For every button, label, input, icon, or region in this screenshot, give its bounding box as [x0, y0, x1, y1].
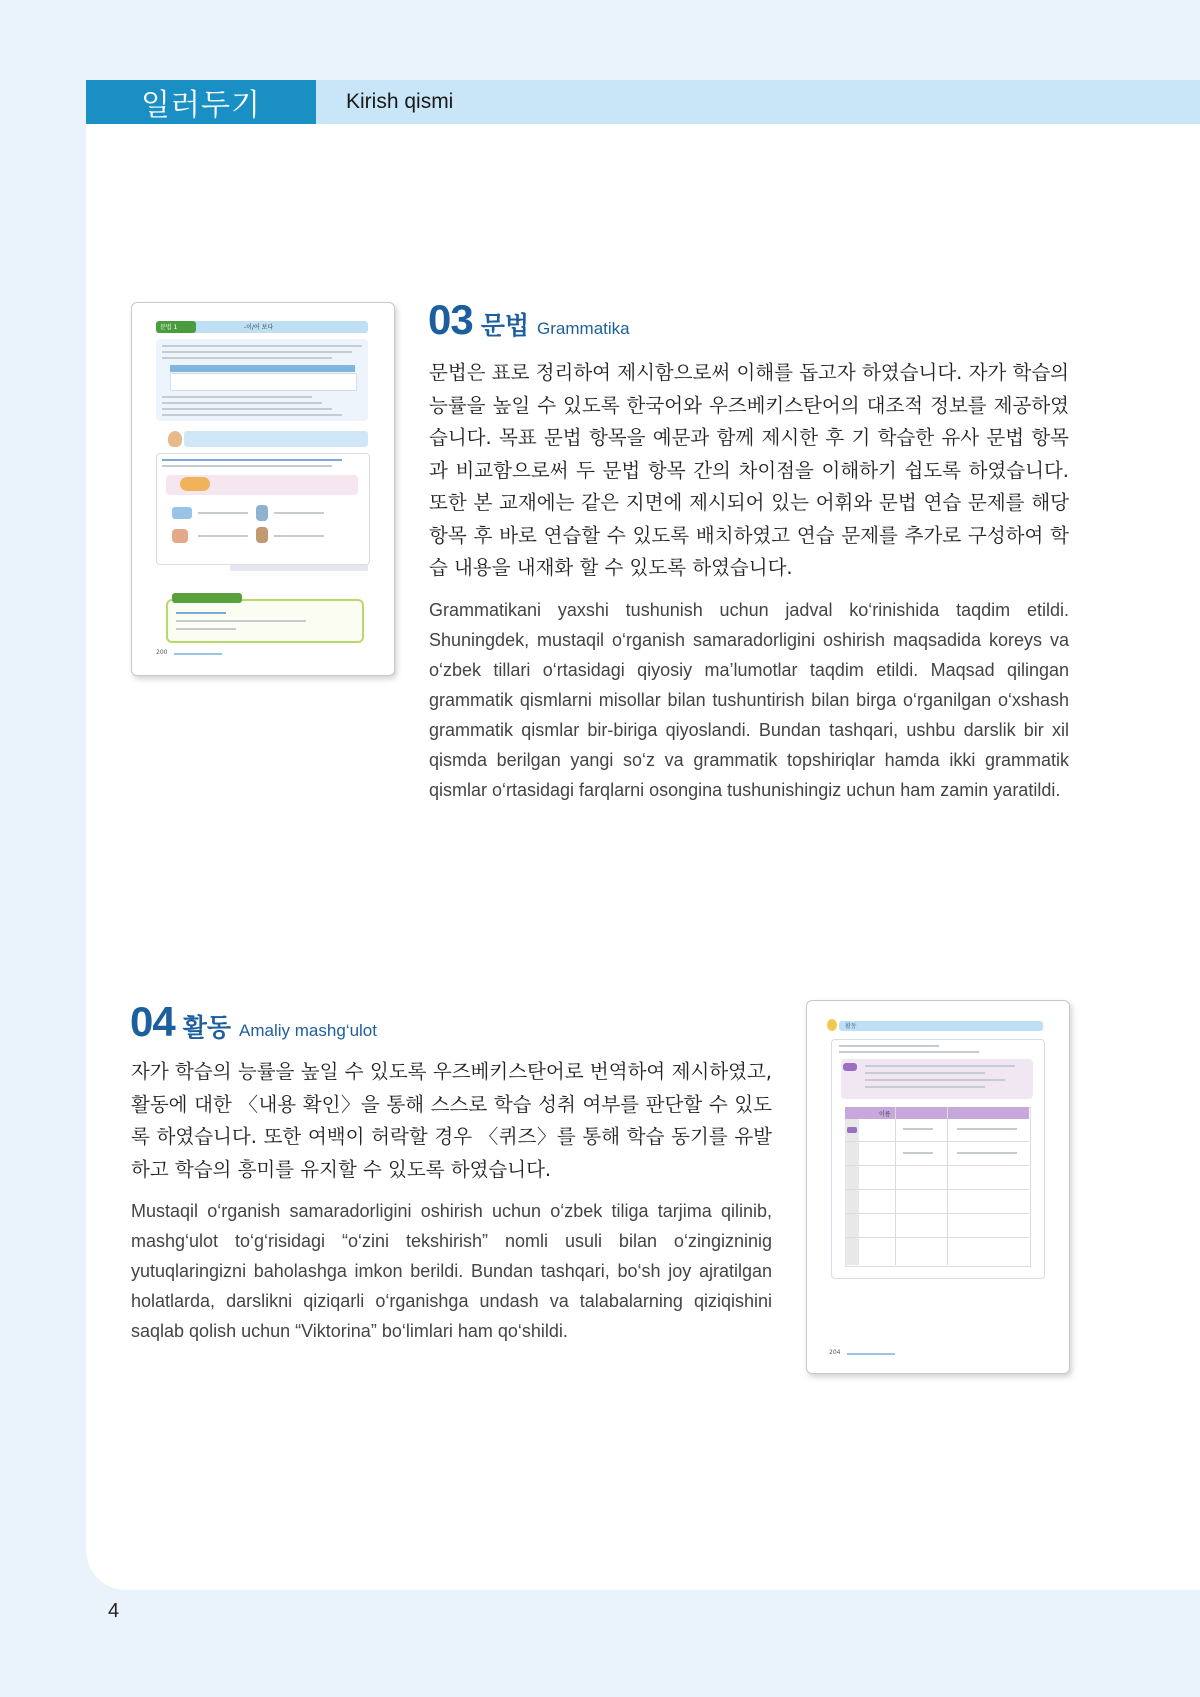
section-04-number: 04	[130, 998, 175, 1045]
thumb-page-number: 200	[156, 649, 168, 656]
section-03-title-ko: 문법	[480, 311, 530, 340]
header-subtitle: Kirish qismi	[346, 90, 454, 113]
thumb-heading: -이/어 보다	[244, 324, 274, 331]
section-04-text-uz: Mustaqil o‘rganish samaradorligini oshirish uchun o‘zbek tiliga tarjima qilinib, mashg‘ulot to‘g‘risidagi “o‘zini tekshirish” nomli usuli bilan o‘zingizninig yutuqlaringizni baholashga imkon berildi. Bundan tashqari, bo‘sh joy ajratilgan holatlarda, darslikni qiziqarli o‘rganishga undash va talabalarning qiziqishini saqlab qolish uchun “Viktorina” bo‘limlari ham qo‘shildi.	[131, 1201, 772, 1341]
section-04-heading	[130, 998, 377, 1046]
thumb-table	[845, 1107, 1031, 1267]
section-04-text-ko: 자가 학습의 능률을 높일 수 있도록 우즈베키스탄어로 번역하여 제시하였고, 활동에 대한 〈내용 확인〉을 통해 스스로 학습 성취 여부를 판단할 수 있도록 하였습니다. 또한 여백이 허락할 경우 〈퀴즈〉를 통해 학습 동기를 유발하고 학습의 흥미를 유지할 수 있도록 하였습니다.	[131, 1060, 772, 1181]
section-04-title-ko: 활동	[182, 1013, 232, 1042]
thumb-character-icon	[168, 431, 182, 447]
thumb-activity-badge: 활동	[845, 1023, 857, 1030]
section-03-heading	[428, 296, 630, 344]
thumb-activity-icon	[827, 1019, 837, 1031]
section-03-text-ko: 문법은 표로 정리하여 제시함으로써 이해를 돕고자 하였습니다. 자가 학습의 능률을 높일 수 있도록 한국어와 우즈베키스탄어의 대조적 정보를 제공하였습니다. 목표 문법 항목을 예문과 함께 제시한 후 기 학습한 유사 문법 항목과 비교함으로써 두 문법 항목 간의 차이점을 이해하기 쉽도록 하였습니다. 또한 본 교재에는 같은 지면에 제시되어 있는 어휘와 문법 연습 문제를 해당 항목 후 바로 연습할 수 있도록 배치하였고 연습 문제를 추가로 구성하여 학습 내용을 내재화 할 수 있도록 하였습니다.	[429, 361, 1069, 579]
page-number: 4	[108, 1600, 120, 1622]
thumb-tip-box	[184, 431, 368, 447]
section-04-title-uz: Amaliy mashg‘ulot	[239, 1021, 377, 1040]
thumb-table-col-name: 이름	[879, 1111, 891, 1118]
section-03-number: 03	[428, 296, 473, 343]
header-bar	[86, 80, 1200, 124]
thumb-badge-label: 문법 1	[160, 324, 178, 331]
section-03-title-uz: Grammatika	[537, 319, 630, 338]
activity-page-thumbnail	[806, 1000, 1070, 1374]
thumb-activity-page-number: 204	[829, 1349, 841, 1356]
thumb-activity-title-bar	[839, 1021, 1043, 1031]
grammar-page-thumbnail	[131, 302, 395, 676]
section-03-text-uz: Grammatikani yaxshi tushunish uchun jadval ko‘rinishida taqdim etildi. Shuningdek, mustaqil o‘rganish samaradorligini oshirish maqsadida koreys va o‘zbek tillari o‘rtasidagi qiyosiy ma’lumotlar taqdim etildi. Maqsad qilingan grammatik qismlarni misollar bilan tushuntirish bilan birga o‘rganilgan o‘xshash grammatik qismlar bir-biriga qiyoslandi. Bundan tashqari, ushbu darslik bir xil qismda berilgan yangi so‘z va grammatik topshiriqlar hamda ikki grammatik qismlar o‘rtasidagi farqlarni osongina tushunishingiz uchun ham zamin yaratildi.	[429, 600, 1069, 800]
header-tab: 일러두기	[86, 80, 316, 124]
